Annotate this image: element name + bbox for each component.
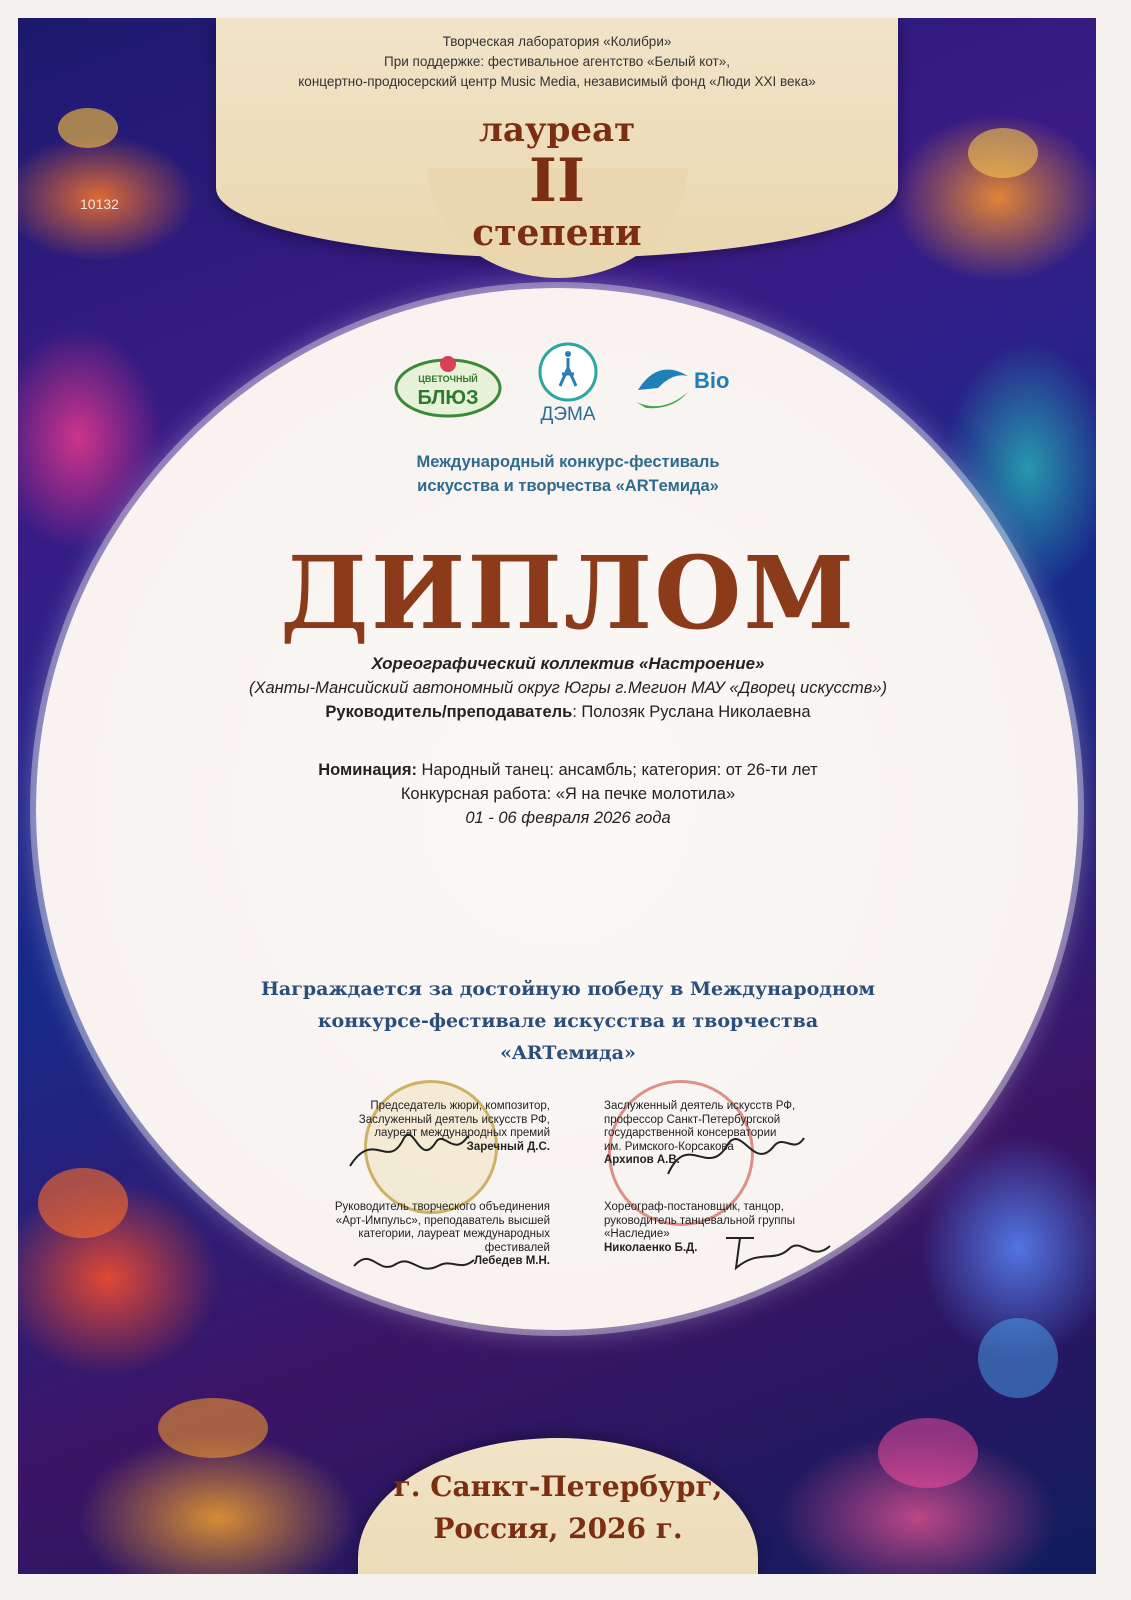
city-block: [358, 1466, 758, 1550]
awarded-for: [258, 973, 878, 1069]
competition-work: Конкурсная работа: «Я на печке молотила»: [400, 785, 736, 803]
signatory-title: профессор Санкт-Петербургской: [604, 1113, 781, 1126]
leader-label: Руководитель/преподаватель: [325, 703, 573, 721]
signatory-title: руководитель танцевальной группы: [604, 1214, 795, 1227]
signatory-name: Лебедев М.Н.: [473, 1255, 550, 1267]
city-line: г. Санкт-Петербург,: [393, 1470, 723, 1503]
leader-name: Полозяк Руслана Николаевна: [581, 703, 811, 721]
dema-logo: [540, 344, 596, 425]
flower-blues-bottom: БЛЮЗ: [417, 387, 479, 409]
nomination-label: Номинация:: [318, 761, 417, 779]
decor-spark: [38, 1168, 128, 1238]
award-roman-degree: II: [528, 146, 586, 216]
festival-name: [258, 450, 878, 498]
awarded-line: Награждается за достойную победу в Международном: [260, 978, 876, 1000]
city-line: Россия, 2026 г.: [433, 1512, 683, 1545]
signatory-title: лауреат международных премий: [374, 1127, 550, 1139]
award-degree-word: степени: [472, 212, 642, 254]
organizer-line: При поддержке: фестивальное агентство «Белый кот»,: [384, 54, 730, 69]
serial-number: 10132: [80, 196, 119, 212]
awarded-line: «ARTемида»: [500, 1042, 636, 1064]
signatory-name: Николаенко Б.Д.: [604, 1241, 698, 1254]
signatory-title: фестивалей: [484, 1241, 550, 1254]
award-title: лауреат: [478, 110, 636, 150]
signatory-title: «Наследие»: [604, 1228, 670, 1240]
decor-spark: [978, 1318, 1058, 1398]
organizer-line: концертно-продюсерский центр Music Media, независимый фонд «Люди XXI века»: [298, 74, 816, 89]
decor-spark: [878, 1418, 978, 1488]
signatory-title: им. Римского-Корсакова: [604, 1140, 734, 1153]
flower-blues-top: ЦВЕТОЧНЫЙ: [418, 374, 478, 384]
organizers-block: [216, 32, 898, 92]
signatory-professor: [604, 1100, 834, 1168]
dema-label: ДЭМА: [540, 404, 596, 425]
decor-spark: [158, 1398, 268, 1458]
diploma-title: ДИПЛОМ: [279, 534, 857, 652]
signatory-title: Хореограф-постановщик, танцор,: [604, 1201, 784, 1213]
signatory-jury-chair: [298, 1100, 550, 1154]
leader-line: Руководитель/преподаватель: Полозяк Руслана Николаевна: [325, 703, 811, 721]
bio-label: Bio: [694, 368, 730, 393]
recipient-block: [198, 652, 938, 830]
awarded-line: конкурсе-фестивале искусства и творчества: [317, 1010, 819, 1032]
nomination-line: [198, 758, 938, 782]
flower-blues-logo: [396, 356, 500, 416]
sponsor-logos: [388, 338, 748, 428]
collective-location: (Ханты-Мансийский автономный округ Югры г.Мегион МАУ «Дворец искусств»): [248, 679, 888, 697]
signatory-name: Архипов А.В.: [604, 1154, 680, 1166]
bio-logo: [636, 368, 729, 408]
decor-spark: [968, 128, 1038, 178]
festival-line: Международный конкурс-фестиваль: [416, 453, 720, 471]
signatory-title: Руководитель творческого объединения: [334, 1201, 550, 1213]
festival-line: искусства и творчества «ARTемида»: [417, 477, 719, 495]
nomination-value: Народный танец: ансамбль; категория: от 26-ти лет: [421, 761, 818, 779]
award-degree: [216, 110, 898, 254]
signatory-title: категории, лауреат международных: [358, 1228, 550, 1240]
event-dates: 01 - 06 февраля 2026 года: [465, 809, 671, 827]
signatory-choreographer: [604, 1201, 834, 1255]
signatory-art-impulse: [278, 1201, 550, 1269]
diploma-sheet: [18, 18, 1096, 1574]
sponsor-logos-graphic: [388, 338, 748, 428]
signatory-title: Заслуженный деятель искусств РФ,: [604, 1100, 796, 1112]
collective-name: Хореографический коллектив «Настроение»: [371, 654, 765, 673]
signatory-title: «Арт-Импульс», преподаватель высшей: [335, 1214, 550, 1227]
organizer-line: Творческая лаборатория «Колибри»: [442, 34, 672, 49]
signatory-title: Заслуженный деятель искусств РФ,: [358, 1113, 550, 1126]
signatory-title: Председатель жюри, композитор,: [370, 1100, 550, 1112]
signatory-name: Заречный Д.С.: [466, 1140, 550, 1153]
signatory-title: государственной консерватории: [604, 1127, 777, 1139]
decor-spark: [58, 108, 118, 148]
